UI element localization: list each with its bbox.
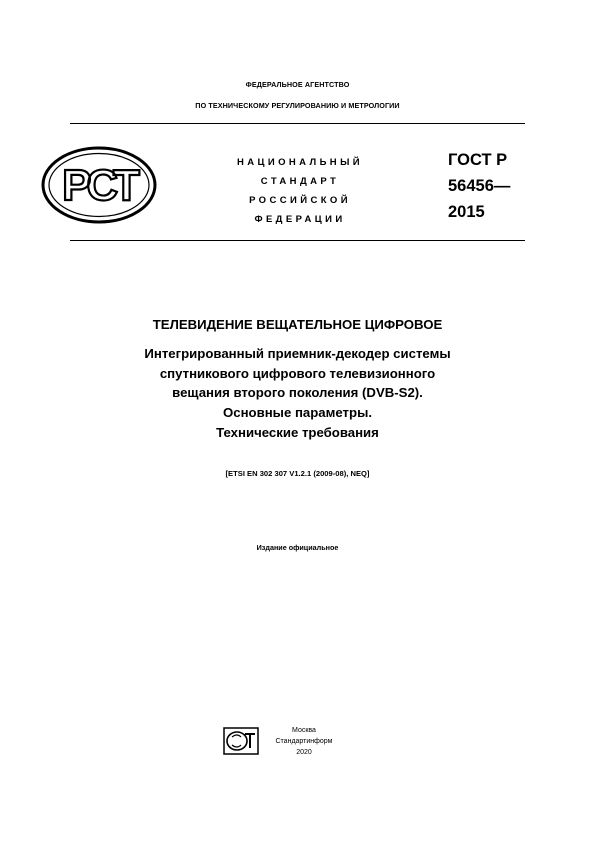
standard-code-prefix: ГОСТ Р bbox=[448, 151, 508, 169]
publisher-info bbox=[262, 725, 346, 758]
publisher-logo-icon bbox=[223, 727, 259, 755]
emblem-lettering: РСТ bbox=[62, 161, 136, 210]
agency-name-line-1: ФЕДЕРАЛЬНОЕ АГЕНТСТВО bbox=[245, 80, 350, 89]
edition-note: Издание официальное bbox=[256, 543, 339, 552]
publisher-city: Москва bbox=[292, 727, 316, 734]
standard-label-line-3: РОССИЙСКОЙ bbox=[249, 195, 351, 206]
subtitle-line: Основные параметры. bbox=[223, 405, 372, 421]
subtitle-line: Технические требования bbox=[216, 424, 379, 440]
document-subtitle bbox=[60, 344, 535, 443]
document-title: ТЕЛЕВИДЕНИЕ ВЕЩАТЕЛЬНОЕ ЦИФРОВОЕ bbox=[152, 317, 443, 332]
agency-name-line-2: ПО ТЕХНИЧЕСКОМУ РЕГУЛИРОВАНИЮ И МЕТРОЛОГИИ bbox=[195, 101, 400, 110]
subtitle-line: вещания второго поколения (DVB-S2). bbox=[172, 385, 423, 401]
standard-code-number: 56456— bbox=[448, 177, 511, 195]
header-bottom-rule bbox=[70, 240, 525, 241]
gost-emblem-icon bbox=[40, 146, 158, 224]
reference-standard: [ETSI EN 302 307 V1.2.1 (2009-08), NEQ] bbox=[225, 469, 370, 478]
publisher-year: 2020 bbox=[296, 749, 312, 756]
publisher-name: Стандартинформ bbox=[275, 738, 333, 745]
subtitle-line: спутникового цифрового телевизионного bbox=[159, 365, 436, 381]
header-rule bbox=[70, 123, 525, 124]
standard-code-year: 2015 bbox=[448, 203, 485, 221]
standard-label-line-2: СТАНДАРТ bbox=[260, 176, 340, 187]
subtitle-line: Интегрированный приемник-декодер системы bbox=[144, 346, 451, 361]
standard-label-line-4: ФЕДЕРАЦИИ bbox=[254, 214, 346, 225]
standard-label-line-1: НАЦИОНАЛЬНЫЙ bbox=[237, 157, 363, 168]
